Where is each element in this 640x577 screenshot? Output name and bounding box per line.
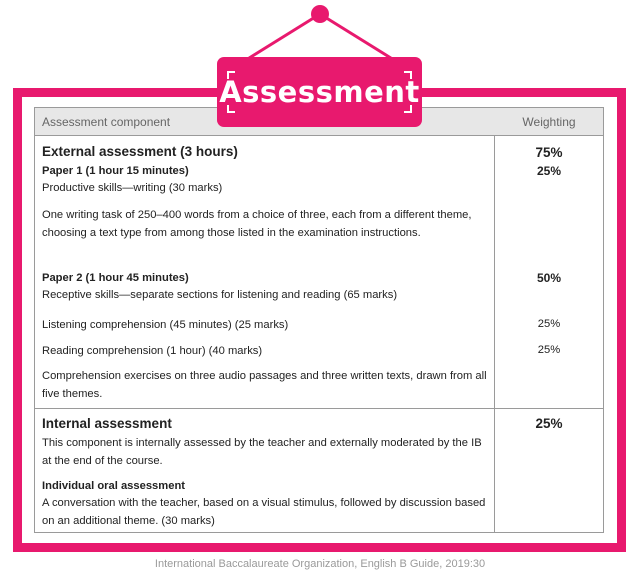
oral-description: A conversation with the teacher, based on a visual stimulus, followed by discussion based on an additional theme. (30 marks) [42, 497, 486, 527]
pin-icon [311, 5, 329, 23]
paper1-weight: 25% [536, 164, 562, 178]
paper1-description: One writing task of 250–400 words from a choice of three, each from a different theme, choosing a text type from among those listed in the examination instructions. [42, 209, 472, 239]
corner-mark [404, 71, 412, 79]
internal-weight: 25% [535, 416, 563, 431]
internal-description: This component is internally assessed by the teacher and externally moderated by the IB at the end of the course. [42, 437, 482, 467]
header-component: Assessment component [42, 115, 171, 129]
assessment-table [34, 107, 604, 533]
paper1-title: Paper 1 (1 hour 15 minutes) [42, 165, 189, 177]
section-divider [35, 408, 603, 409]
sign-title: Assessment [219, 75, 420, 109]
paper2-title: Paper 2 (1 hour 45 minutes) [42, 272, 189, 284]
assessment-sign [217, 57, 422, 127]
reading-row: Reading comprehension (1 hour) (40 marks) [42, 345, 263, 357]
internal-title: Internal assessment [42, 416, 172, 431]
oral-title: Individual oral assessment [42, 480, 186, 492]
external-title: External assessment (3 hours) [42, 144, 238, 159]
source-caption: International Baccalaureate Organization, English B Guide, 2019:30 [154, 558, 486, 570]
paper1-subtitle: Productive skills—writing (30 marks) [42, 182, 223, 194]
listening-row: Listening comprehension (45 minutes) (25 marks) [42, 319, 289, 331]
hanger-string-right [320, 14, 394, 60]
paper2-weight: 50% [536, 271, 562, 285]
listening-weight: 25% [537, 318, 561, 330]
external-weight: 75% [535, 145, 563, 160]
assessment-frame [13, 88, 626, 552]
corner-mark [404, 105, 412, 113]
header-weighting: Weighting [522, 115, 576, 129]
paper2-description: Comprehension exercises on three audio passages and three written texts, drawn from all five themes. [42, 370, 487, 400]
hanger-string-left [246, 14, 320, 60]
corner-mark [227, 105, 235, 113]
reading-weight: 25% [537, 344, 561, 356]
paper2-subtitle: Receptive skills—separate sections for listening and reading (65 marks) [42, 289, 398, 301]
corner-mark [227, 71, 235, 79]
